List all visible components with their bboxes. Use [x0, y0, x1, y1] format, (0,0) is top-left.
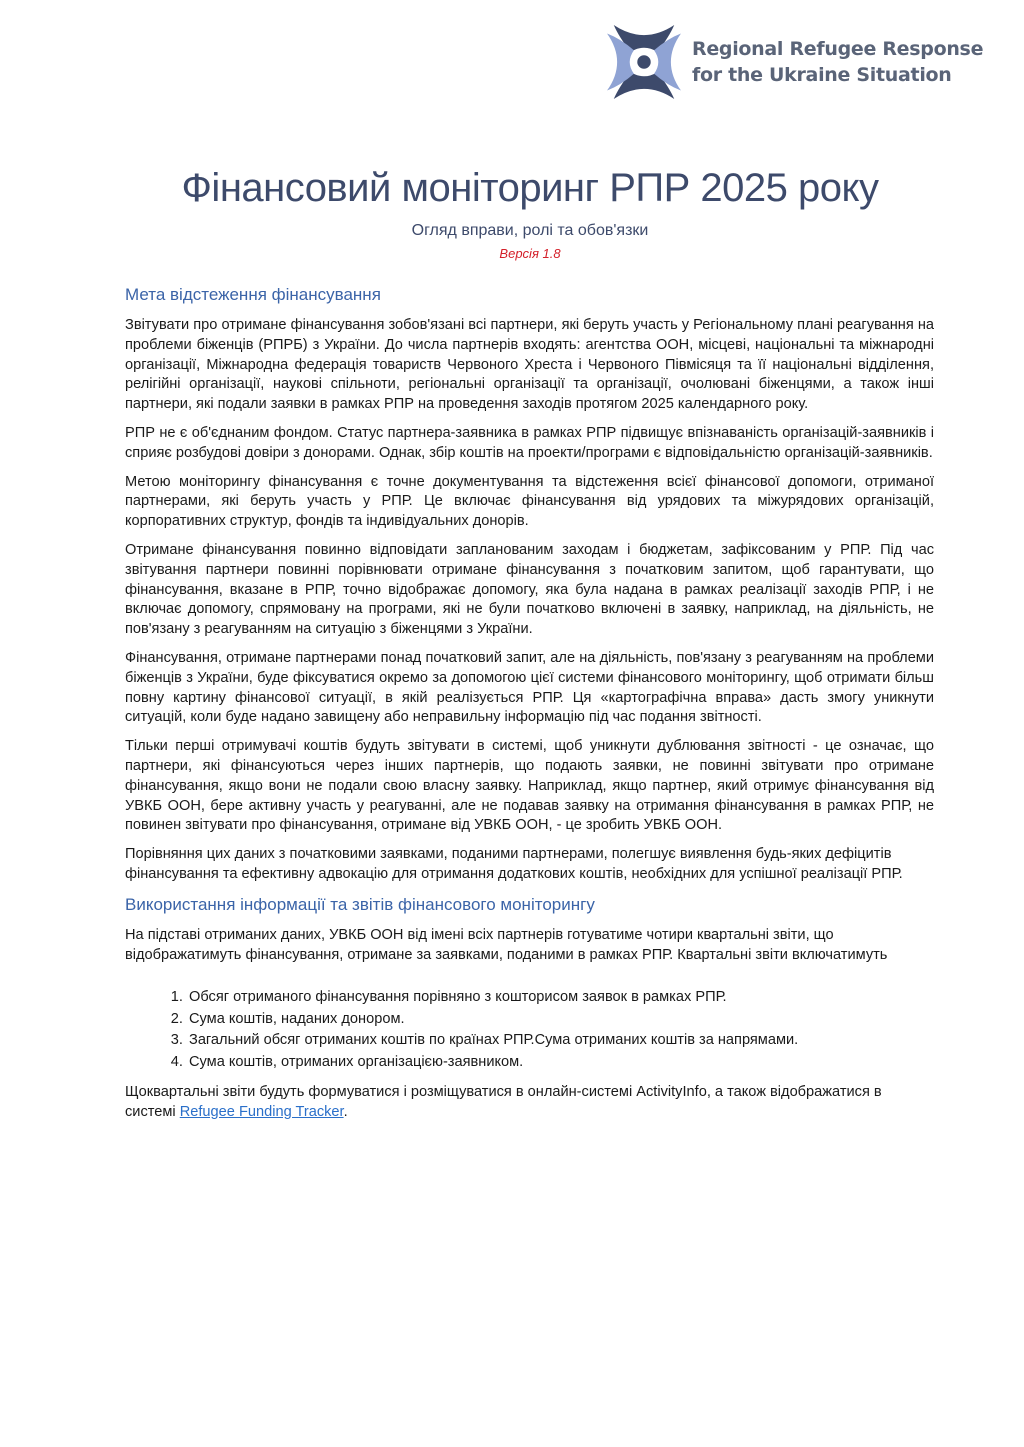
list-item: 3. Загальний обсяг отриманих коштів по країнах РПР.Сума отриманих коштів за напрямами. — [187, 1030, 934, 1052]
logo-line-1: Regional Refugee Response — [692, 38, 984, 60]
closing-punct: . — [343, 1104, 348, 1121]
paragraph: Тільки перші отримувачі коштів будуть звітувати в системі, щоб уникнути дублювання звітності - це означає, що партнери, які фінансуються через інших партнерів, що подають заявки, не повинні звітувати про отримане фінансування, якщо вони не подали свою власну заявку. Наприклад, якщо партнер, який отримує фінансування від УВКБ ООН, бере активну участь у реагуванні, але не подавав заявку на отримання фінансування в рамках РПР, не повинен звітувати про фінансування, отримане від УВКБ ООН, - це зробить УВКБ ООН. — [125, 738, 934, 834]
closing-text: Щоквартальні звіти будуть формуватися і розміщуватися в онлайн-системі ActivityInfo, а також відображатися в системі — [125, 1084, 882, 1121]
paragraph-intro: На підставі отриманих даних, УВКБ ООН від імені всіх партнерів готуватиме чотири квартальні звіти, що відображатимуть фінансування, отримане за заявками, поданими в рамках РПР. Квартальні звіти включатимуть — [125, 926, 888, 963]
paragraph: Метою моніторингу фінансування є точне документування та відстеження всієї фінансової допомоги, отриманої партнерами, які беруть участь у РПР. Це включає фінансування від урядових та міжурядових організацій, корпоративних структур, фондів та індивідуальних донорів. — [125, 473, 934, 530]
logo-text — [692, 36, 983, 88]
paragraph: РПР не є об'єднаним фондом. Статус партнера-заявника в рамках РПР підвищує впізнаваність організацій-заявників і сприяє розбудові довіри з донорами. Однак, збір коштів на проекти/програми є відповідальністю організацій-заявників. — [125, 424, 934, 461]
paragraph: Фінансування, отримане партнерами понад початковий запит, але на діяльність, пов'язану з реагуванням на проблеми біженців з України, буде фіксуватися окремо за допомогою цієї системи фінансового моніторингу, щоб отримати більш повну картину фінансової ситуації, в якій реалізується РПР. Ця «картографічна вправа» дасть змогу уникнути ситуацій, коли буде надано завищену або неправильну інформацію під час подання звітності. — [125, 649, 934, 726]
document-body — [125, 284, 934, 1132]
report-contents-list — [125, 987, 934, 1073]
list-item: 2. Сума коштів, наданих донором. — [187, 1009, 934, 1031]
list-item: 1. Обсяг отриманого фінансування порівняно з кошторисом заявок в рамках РПР. — [187, 987, 934, 1009]
list-item: 4. Сума коштів, отриманих організацією-заявником. — [187, 1052, 934, 1074]
paragraph-closing — [125, 1083, 934, 1123]
paragraph: Порівняння цих даних з початковими заявками, поданими партнерами, полегшує виявлення будь-яких дефіцитів фінансування та ефективну адвокацію для отримання додаткових коштів, необхідних для успішної реалізації РПР. — [125, 846, 903, 882]
paragraph: Звітувати про отримане фінансування зобов'язані всі партнери, які беруть участь у Регіональному плані реагування на проблеми біженців (РПРБ) з України. До числа партнерів входять: агентства ООН, місцеві, національні та міжнародні організації, Міжнародна федерація товариств Червоного Хреста і Червоного Півмісяця та її національні відділення, релігійні організації, наукові спільноти, регіональні організації та організації, очолювані біженцями, а також інші партнери, які подали заявки в рамках РПР на проведення заходів протягом 2025 календарного року. — [125, 317, 934, 413]
rrp-logo — [602, 20, 983, 104]
document-title: Фінансовий моніторинг РПР 2025 року — [181, 166, 879, 210]
section-heading-purpose: Мета відстеження фінансування — [125, 285, 381, 304]
paragraph: Отримане фінансування повинно відповідати запланованим заходам і бюджетам, зафіксованим у РПР. Під час звітування партнери повинні порівнювати отримане фінансування з початковим запитом, щоб гарантувати, що фінансування, вказане в РПР, точно відображає допомогу, яка була надана в рамках реалізації заходів РПР, і не включає допомогу, спрямовану на програми, які не були початково включені в заявку, наприклад, на діяльність, не пов'язану з реагуванням на ситуацію з біженцями з України. — [125, 541, 934, 638]
rrp-x-logo-icon — [602, 20, 686, 104]
document-version: Версія 1.8 — [499, 246, 561, 261]
logo-line-2: for the Ukraine Situation — [692, 64, 952, 86]
document-subtitle: Огляд вправи, ролі та обов'язки — [411, 222, 649, 239]
section-heading-usage: Використання інформації та звітів фінансового моніторингу — [125, 894, 595, 914]
refugee-funding-tracker-link[interactable]: Refugee Funding Tracker — [179, 1104, 344, 1121]
